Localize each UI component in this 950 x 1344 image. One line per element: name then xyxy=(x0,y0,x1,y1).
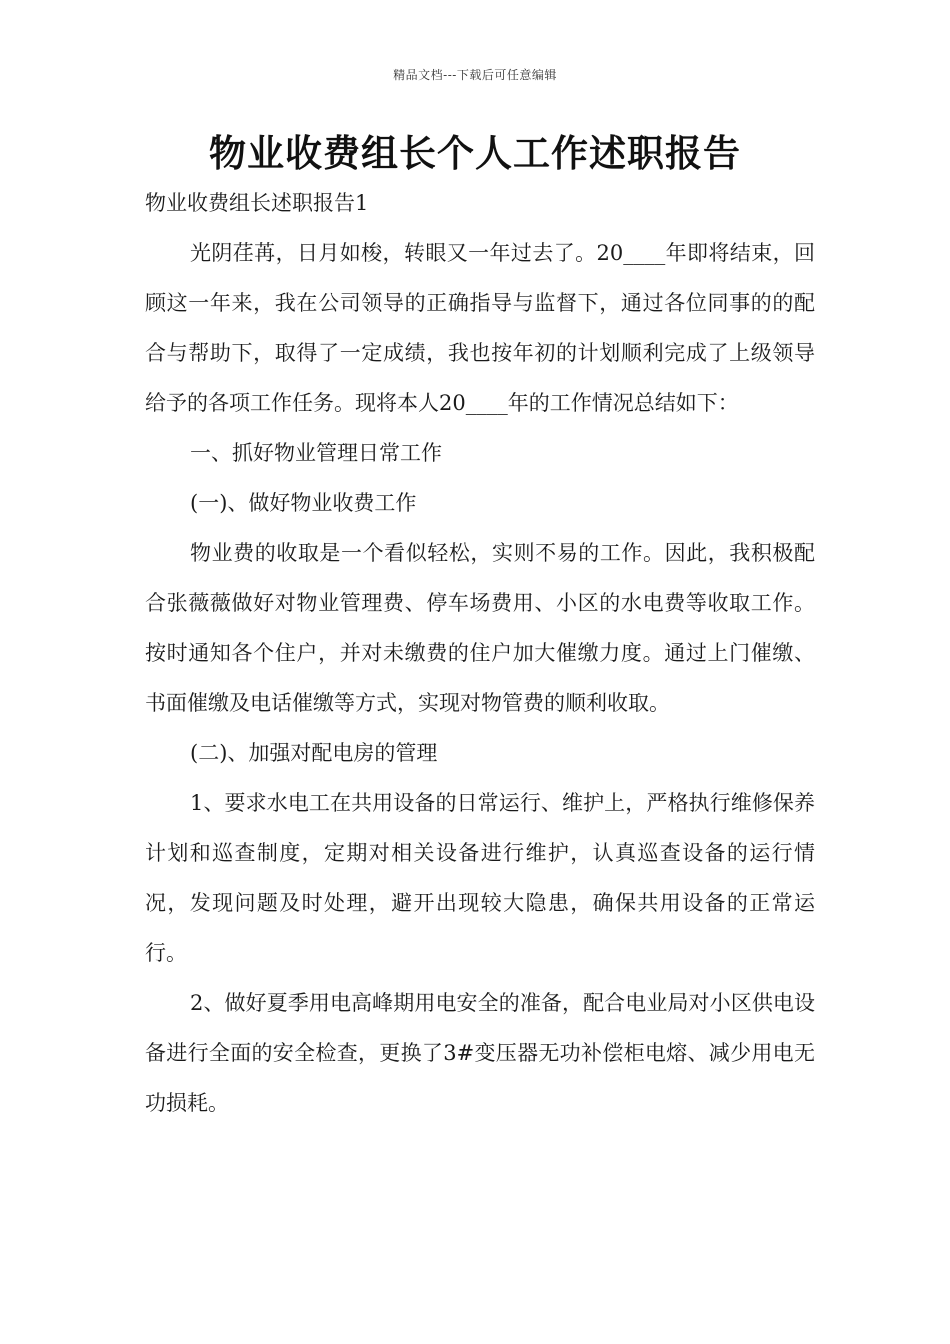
document-title: 物业收费组长个人工作述职报告 xyxy=(209,131,741,175)
fee-paragraph: 物业费的收取是一个看似轻松，实则不易的工作。因此，我积极配合张薇薇做好对物业管理费、停车场费用、小区的水电费等收取工作。按时通知各个住户，并对未缴费的住户加大催缴力度。通过上门催缴、书面催缴及电话催缴等方式，实现对物管费的顺利收取。 xyxy=(145,541,815,715)
section-heading-1: 一、抓好物业管理日常工作 xyxy=(190,441,442,465)
item-1-paragraph: 1、要求水电工在共用设备的日常运行、维护上，严格执行维修保养计划和巡查制度，定期对相关设备进行维护，认真巡查设备的运行情况，发现问题及时处理，避开出现较大隐患，确保共用设备的正常运行。 xyxy=(145,791,815,965)
subsection-heading-2: (二)、加强对配电房的管理 xyxy=(190,741,438,765)
page-header-note: 精品文档---下载后可任意编辑 xyxy=(393,68,557,82)
item-2-paragraph: 2、做好夏季用电高峰期用电安全的准备，配合电业局对小区供电设备进行全面的安全检查，更换了3#变压器无功补偿柜电熔、减少用电无功损耗。 xyxy=(145,991,815,1115)
intro-paragraph: 光阴荏苒，日月如梭，转眼又一年过去了。20____年即将结束，回顾这一年来，我在公司领导的正确指导与监督下，通过各位同事的的配合与帮助下，取得了一定成绩，我也按年初的计划顺利完成了上级领导给予的各项工作任务。现将本人20____年的工作情况总结如下： xyxy=(145,241,815,415)
document-subtitle: 物业收费组长述职报告1 xyxy=(145,191,369,215)
document-body xyxy=(145,178,815,1128)
subsection-heading-1: (一)、做好物业收费工作 xyxy=(190,491,417,515)
